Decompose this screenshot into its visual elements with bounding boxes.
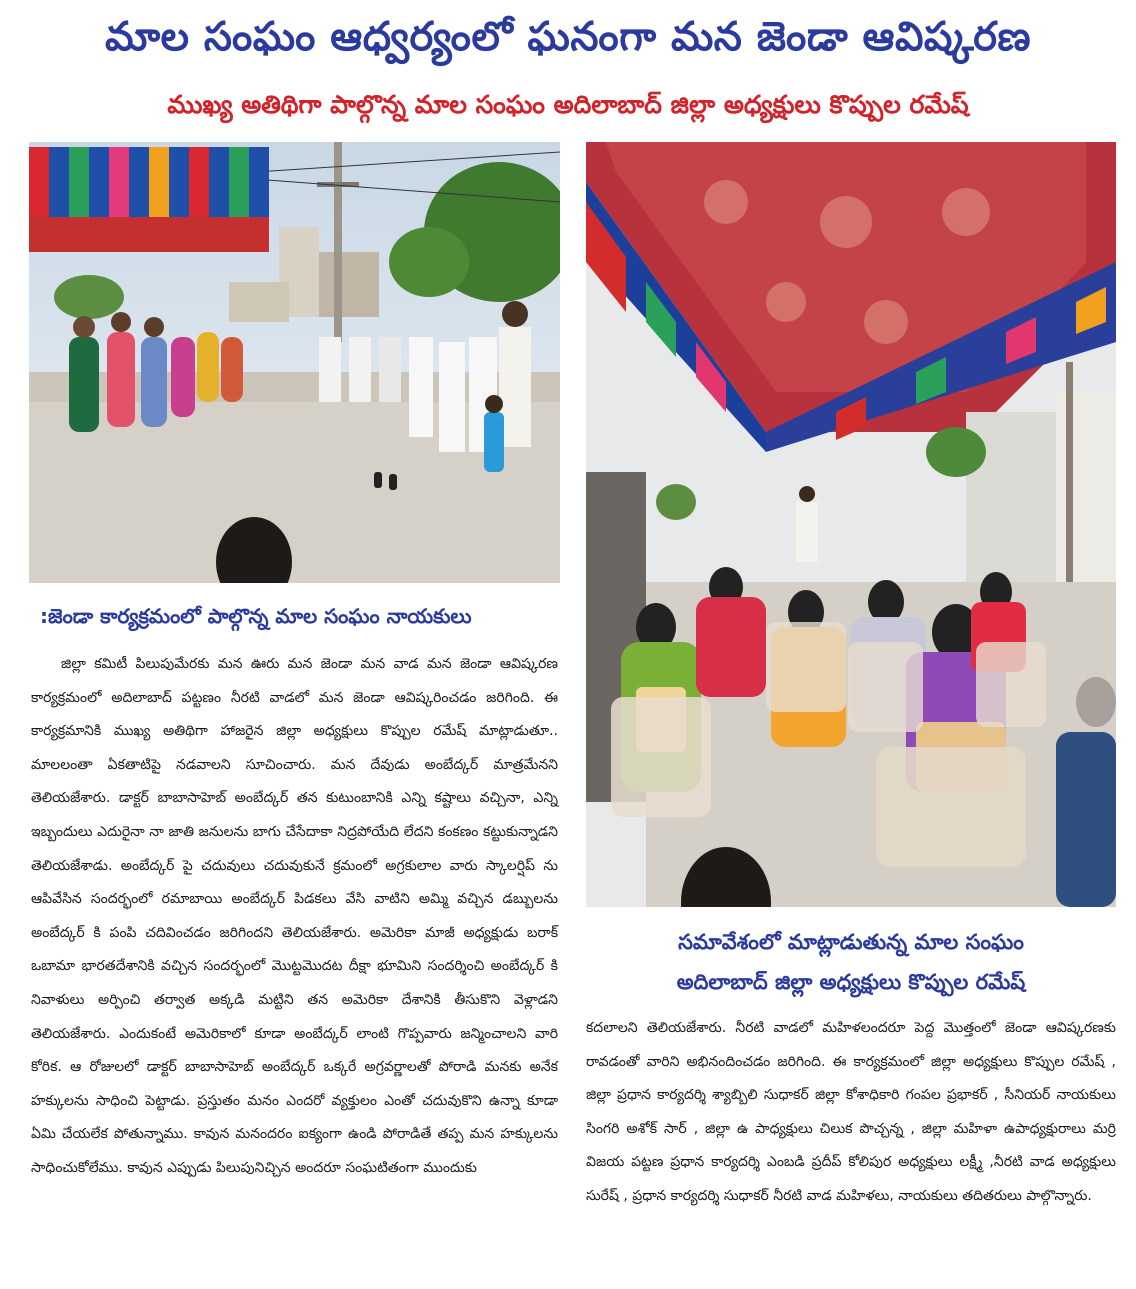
article-body-left-column: జిల్లా కమిటీ పిలుపుమేరకు మన ఊరు మన జెండా మన వాడ మన జెండా ఆవిష్కరణ కార్యక్రమంలో అదిలాబాద్ పట్టణం నీరటి వాడలో మన జెండా ఆవిష్కరించడం జరిగింది. ఈ కార్యక్రమానికి ముఖ్య అతిథిగా హాజరైన జిల్లా అధ్యక్షులు కొప్పుల రమేష్ మాట్లాడుతూ.. మాలలంతా ఏకతాటిపై నడవాలని సూచించారు. మన దేవుడు అంబేద్కర్ మాత్రమేనని తెలియజేశారు. డాక్టర్ బాబాసాహెబ్ అంబేద్కర్ తన కుటుంబానికి ఎన్ని కష్టాలు వచ్చినా, ఎన్ని ఇబ్బందులు ఎదురైనా నా జాతి జనులను బాగు చేసేదాకా నిద్రపోయేది లేదని కంకణం కట్టుకున్నాడని తెలియజేశాడు. అంబేద్కర్ పై చదువులు చదువుకునే క్రమంలో అగ్రకులాల వారు స్కాలర్షిప్ ను ఆపివేసిన సందర్భంలో రమాబాయి అంబేద్కర్ పిడకలు వేసి వాటిని అమ్మి వచ్చిన డబ్బులను అంబేద్కర్ కి పంపి చదివించడం జరిగిందని తెలియజేశారు. అమెరికా మాజీ అధ్యక్షుడు బరాక్ ఒబామా భారతదేశానికి వచ్చిన సందర్భంలో మొట్టమొదట దీక్షా భూమిని సందర్శించి అంబేద్కర్ కి నివాళులు అర్పించి తర్వాత అక్కడి మట్టిని తన అమెరికా దేశానికి తీసుకొని వెళ్లాడని తెలియజేశారు. ఎందుకంటే అమెరికాలో కూడా అంబేద్కర్ లాంటి గొప్పవారు జన్మించాలని వారి కోరిక. ఆ రోజులలో డాక్టర్ బాబాసాహెబ్ అంబేద్కర్ ఒక్కరే అగ్రవర్ణాలతో పోరాడి మనకు అనేక హక్కులను సాధించి పెట్టాడు. ప్రస్తుతం మనం ఎందరో వ్యక్తులం ఎంతో చదువుకొని ఉన్నా కూడా ఏమి చేయలేక పోతున్నాము. కావున మనందరం ఐక్యంగా ఉండి పోరాడితే తప్ప మన హక్కులను సాధించుకోలేము. కావున ఎప్పుడు పిలుపునిచ్చిన అందరూ సంఘటితంగా ముందుకు — [31, 656, 558, 1176]
photo-right-caption — [586, 922, 1116, 1002]
photo-right-caption-line2: అదిలాబాద్ జిల్లా అధ్యక్షులు కొప్పుల రమేష్ — [676, 970, 1026, 994]
photo-right-caption-line1: సమావేశంలో మాట్లాడుతున్న మాల సంఘం — [678, 930, 1024, 954]
photo-left-caption: :జెండా కార్యక్రమంలో పాల్గొన్న మాల సంఘం నాయకులు — [40, 604, 472, 628]
article-headline: మాల సంఘం ఆధ్వర్యంలో ఘనంగా మన జెండా ఆవిష్కరణ — [104, 14, 1032, 60]
article-subheadline: ముఖ్య అతిథిగా పాల్గొన్న మాల సంఘం అదిలాబాద్ జిల్లా అధ్యక్షులు కొప్పుల రమేష్ — [167, 90, 969, 119]
photo-meeting — [586, 142, 1116, 907]
photo-flag-ceremony — [29, 142, 560, 583]
article-body-right-column: కదలాలని తెలియజేశారు. నీరటి వాడలో మహిళలందరూ పెద్ద మొత్తంలో జెండా ఆవిష్కరణకు రావడంతో వారిని అభినందించడం జరిగింది. ఈ కార్యక్రమంలో జిల్లా అధ్యక్షులు కొప్పుల రమేష్ , జిల్లా ప్రధాన కార్యదర్శి శ్యాబ్బిలి సుధాకర్ జిల్లా కోశాధికారి గంపల ప్రభాకర్ , సీనియర్ నాయకులు సింగరి అశోక్ సార్ , జిల్లా ఉ పాధ్యక్షులు చిలుక పొచ్చన్న , జిల్లా మహిళా ఉపాధ్యక్షురాలు మర్రి విజయ పట్టణ ప్రధాన కార్యదర్శి ఎంబడి ప్రదీప్ కోలిపుర అధ్యక్షులు లక్ష్మీ ,నీరటి వాడ అధ్యక్షులు సురేష్ , ప్రధాన కార్యదర్శి సుధాకర్ నీరటి వాడ మహిళలు, నాయకులు తదితరులు పాల్గొన్నారు. — [586, 1020, 1116, 1204]
